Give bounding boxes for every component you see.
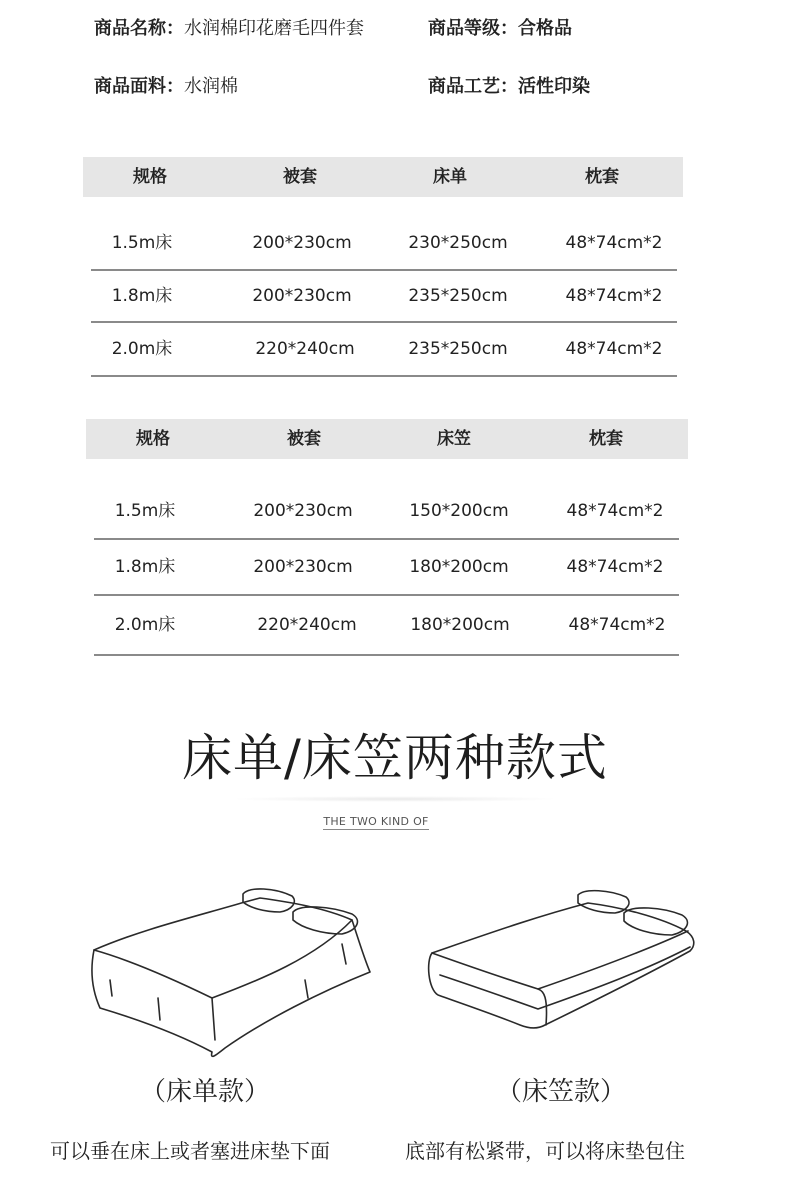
product-name-label: 商品名称： bbox=[94, 18, 184, 39]
table-cell: 235*250cm bbox=[408, 286, 508, 306]
table-cell: 1.5m床 bbox=[114, 501, 176, 521]
fitted-sheet-description: 底部有松紧带，可以将床垫包住 bbox=[405, 1139, 685, 1163]
product-grade-value: 合格品 bbox=[518, 18, 572, 39]
table-cell: 48*74cm*2 bbox=[566, 557, 664, 577]
header-cell: 枕套 bbox=[589, 429, 623, 449]
table-cell: 1.8m床 bbox=[114, 557, 176, 577]
flat-sheet-caption: （床单款） bbox=[139, 1077, 270, 1107]
table-header bbox=[86, 419, 688, 459]
product-name bbox=[94, 14, 364, 44]
table-cell: 1.8m床 bbox=[111, 286, 173, 306]
table-cell: 48*74cm*2 bbox=[565, 339, 663, 359]
table-cell: 48*74cm*2 bbox=[568, 615, 666, 635]
table-cell: 220*240cm bbox=[255, 339, 355, 359]
table-cell: 230*250cm bbox=[408, 233, 508, 253]
header-cell: 被套 bbox=[283, 167, 317, 187]
table-row bbox=[91, 217, 677, 271]
table-cell: 200*230cm bbox=[252, 286, 352, 306]
table-cell: 235*250cm bbox=[408, 339, 508, 359]
product-craft-label: 商品工艺： bbox=[428, 76, 518, 97]
title-divider bbox=[230, 796, 560, 802]
product-name-value: 水润棉印花磨毛四件套 bbox=[184, 18, 364, 39]
table-row bbox=[94, 484, 679, 540]
header-cell: 被套 bbox=[287, 429, 321, 449]
flat-sheet-description: 可以垂在床上或者塞进床垫下面 bbox=[50, 1139, 330, 1163]
table-cell: 2.0m床 bbox=[111, 339, 173, 359]
product-craft bbox=[428, 72, 590, 102]
table-cell: 180*200cm bbox=[410, 615, 510, 635]
table-cell: 200*230cm bbox=[253, 557, 353, 577]
header-cell: 床笠 bbox=[437, 429, 471, 449]
header-cell: 床单 bbox=[433, 167, 467, 187]
table-row bbox=[91, 271, 677, 323]
header-cell: 规格 bbox=[133, 167, 167, 187]
fitted-sheet-caption: （床笠款） bbox=[495, 1077, 626, 1107]
table-row bbox=[91, 323, 677, 377]
product-fabric bbox=[94, 72, 238, 102]
header-cell: 枕套 bbox=[585, 167, 619, 187]
size-table-sheet bbox=[83, 157, 683, 377]
product-grade bbox=[428, 14, 572, 44]
header-cell: 规格 bbox=[136, 429, 170, 449]
table-cell: 48*74cm*2 bbox=[566, 501, 664, 521]
fitted-sheet-bed-illustration bbox=[420, 885, 710, 1045]
product-craft-value: 活性印染 bbox=[518, 76, 590, 97]
table-row bbox=[94, 596, 679, 656]
table-cell: 200*230cm bbox=[252, 233, 352, 253]
table-cell: 200*230cm bbox=[253, 501, 353, 521]
styles-subtitle: THE TWO KIND OF bbox=[323, 815, 429, 828]
product-fabric-value: 水润棉 bbox=[184, 76, 238, 97]
product-grade-label: 商品等级： bbox=[428, 18, 518, 39]
table-cell: 48*74cm*2 bbox=[565, 286, 663, 306]
size-table-fitted bbox=[86, 419, 688, 659]
styles-title: 床单/床笠两种款式 bbox=[182, 729, 608, 787]
table-cell: 220*240cm bbox=[257, 615, 357, 635]
table-header bbox=[83, 157, 683, 197]
table-cell: 2.0m床 bbox=[114, 615, 176, 635]
table-cell: 150*200cm bbox=[409, 501, 509, 521]
table-cell: 48*74cm*2 bbox=[565, 233, 663, 253]
flat-sheet-bed-illustration bbox=[80, 880, 380, 1065]
table-cell: 180*200cm bbox=[409, 557, 509, 577]
product-fabric-label: 商品面料： bbox=[94, 76, 184, 97]
table-cell: 1.5m床 bbox=[111, 233, 173, 253]
table-row bbox=[94, 540, 679, 596]
